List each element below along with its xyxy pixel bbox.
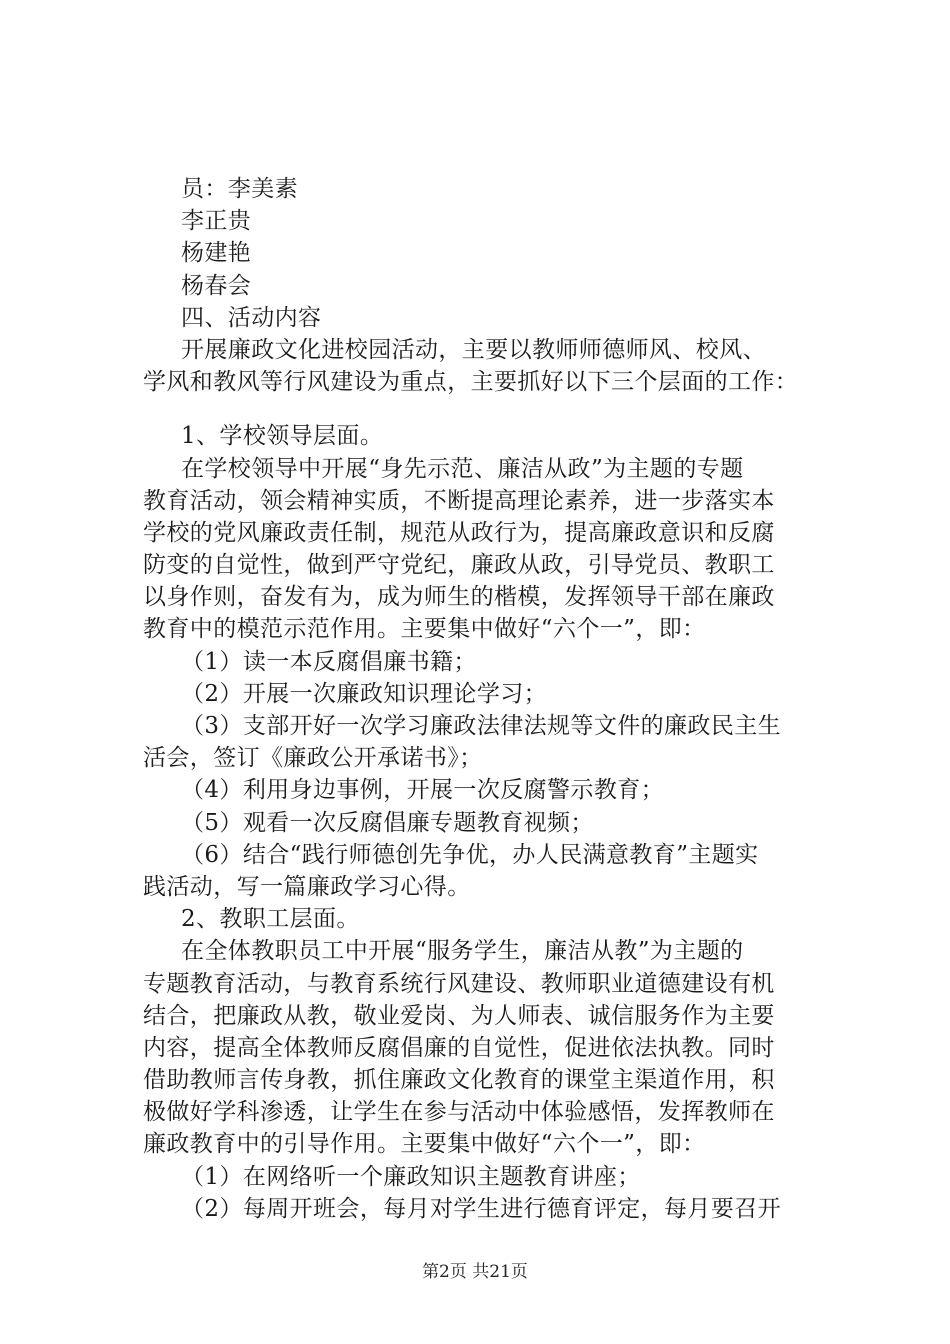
paragraph-line: 以身作则，奋发有为，成为师生的楷模，发挥领导干部在廉政: [143, 584, 775, 611]
paragraph-line: 廉政教育中的引导作用。主要集中做好“六个一”，即：: [143, 1131, 706, 1158]
section-heading: 四、活动内容: [181, 304, 322, 331]
paragraph-line: 教育活动，领会精神实质，不断提高理论素养，进一步落实本: [143, 487, 775, 514]
paragraph-line: 学校的党风廉政责任制，规范从政行为，提高廉政意识和反腐: [143, 519, 775, 546]
list-item: （1）读一本反腐倡廉书籍；: [181, 648, 477, 675]
paragraph-line: 结合，把廉政从教，敬业爱岗、为人师表、诚信服务作为主要: [143, 1002, 775, 1029]
list-item: （4）利用身边事例，开展一次反腐警示教育；: [181, 777, 665, 804]
paragraph-line: 学风和教风等行风建设为重点，主要抓好以下三个层面的工作：: [143, 369, 799, 396]
list-item: （5）观看一次反腐倡廉专题教育视频；: [181, 809, 594, 836]
paragraph-line: 专题教育活动，与教育系统行风建设、教师职业道德建设有机: [143, 970, 775, 997]
document-body: [143, 173, 843, 1225]
list-item-continuation: 活会，签订《廉政公开承诺书》；: [143, 745, 483, 772]
page-footer: 第2页 共21页: [422, 1262, 528, 1282]
list-item: （2）开展一次廉政知识理论学习；: [181, 680, 548, 707]
paragraph-line: 在学校领导中开展“身先示范、廉洁从政”为主题的专题: [181, 455, 744, 482]
paragraph-line: 借助教师言传身教，抓住廉政文化教育的课堂主渠道作用，积: [143, 1067, 775, 1094]
committee-member-line: 杨春会: [181, 272, 252, 299]
list-item-continuation: 践活动，写一篇廉政学习心得。: [143, 873, 471, 900]
list-item: （6）结合“践行师德创先争优，办人民满意教育”主题实: [181, 841, 759, 868]
list-item: （1）在网络听一个廉政知识主题教育讲座；: [181, 1163, 641, 1190]
paragraph-line: 教育中的模范示范作用。主要集中做好“六个一”，即：: [143, 616, 706, 643]
list-item: （2）每周开班会，每月对学生进行德育评定，每月要召开: [181, 1195, 782, 1222]
paragraph-gap: [143, 398, 843, 420]
list-item: （3）支部开好一次学习廉政法律法规等文件的廉政民主生: [181, 713, 782, 739]
subsection-heading: 2、教职工层面。: [181, 906, 360, 933]
committee-member-line: 李正贵: [181, 208, 252, 235]
paragraph-line: 开展廉政文化进校园活动，主要以教师师德师风、校风、: [181, 336, 766, 363]
paragraph-line: 极做好学科渗透，让学生在参与活动中体验感悟，发挥教师在: [143, 1099, 775, 1126]
subsection-heading: 1、学校领导层面。: [181, 423, 384, 450]
paragraph-line: 在全体教职员工中开展“服务学生，廉洁从教”为主题的: [181, 938, 744, 965]
paragraph-line: 防变的自觉性，做到严守党纪，廉政从政，引导党员、教职工: [143, 552, 775, 579]
paragraph-line: 内容，提高全体教师反腐倡廉的自觉性，促进依法执教。同时: [143, 1034, 775, 1061]
committee-member-line: 杨建艳: [181, 240, 252, 267]
committee-member-line: 员：李美素: [181, 176, 298, 202]
